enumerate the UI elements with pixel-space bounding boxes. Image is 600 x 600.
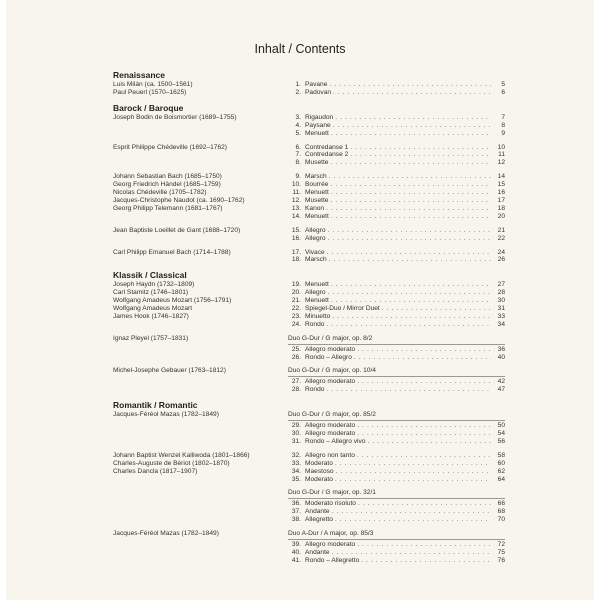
- entry-page-number: 72: [497, 540, 505, 548]
- toc-entry[interactable]: [288, 305, 505, 313]
- toc-entry[interactable]: [288, 205, 505, 213]
- toc-entry[interactable]: [288, 144, 505, 152]
- toc-group: [113, 81, 505, 97]
- section-heading: Barock / Baroque: [113, 102, 184, 113]
- entry-page-number: 8: [501, 121, 505, 129]
- entry-number: 8.: [295, 159, 301, 167]
- piece-column: [288, 367, 505, 394]
- toc-entry[interactable]: [288, 289, 505, 297]
- entry-page-number: 30: [497, 297, 505, 305]
- entry-page-number: 17: [497, 196, 505, 204]
- composer-name: Wolfgang Amadeus Mozart: [113, 305, 193, 313]
- piece-column: [288, 114, 505, 138]
- entry-title: Musette: [305, 196, 329, 204]
- entry-title: Bourrée: [305, 181, 329, 189]
- entry-number: 3.: [295, 113, 301, 121]
- toc-entry[interactable]: [288, 173, 505, 181]
- leader-dots: [357, 346, 491, 354]
- toc-entry[interactable]: [288, 430, 505, 438]
- leader-dots: [333, 89, 491, 97]
- composer-name: Jacques-Féréol Mazas (1782–1849): [113, 411, 219, 419]
- leader-dots: [326, 205, 491, 213]
- leader-dots: [333, 122, 491, 130]
- entry-page-number: 5: [501, 81, 505, 88]
- table-of-contents: [113, 70, 505, 571]
- composer-name: Wolfgang Amadeus Mozart (1756–1791): [113, 297, 232, 305]
- toc-entry[interactable]: [288, 516, 505, 524]
- leader-dots: [335, 476, 491, 484]
- divider: [288, 539, 505, 540]
- composer-name: Jean Baptiste Loeillet de Gant (1688–1720): [113, 226, 241, 234]
- piece-column: [288, 489, 505, 524]
- entry-number: 17.: [291, 248, 301, 256]
- entry-page-number: 26: [497, 256, 505, 264]
- entry-number: 22.: [291, 305, 301, 313]
- entry-title: Contredanse 2: [305, 151, 349, 159]
- entry-page-number: 64: [497, 475, 505, 483]
- entry-number: 14.: [291, 212, 301, 220]
- toc-entry[interactable]: [288, 476, 505, 484]
- entry-page-number: 42: [497, 378, 505, 386]
- toc-entry[interactable]: [288, 249, 505, 257]
- entry-title: Allegro: [305, 289, 326, 297]
- entry-page-number: 12: [497, 159, 505, 167]
- entry-page-number: 56: [497, 437, 505, 445]
- entry-number: 40.: [291, 548, 301, 556]
- entry-page-number: 22: [497, 234, 505, 242]
- toc-entry[interactable]: [288, 354, 505, 362]
- leader-dots: [350, 151, 491, 159]
- entry-page-number: 58: [497, 451, 505, 459]
- entry-page-number: 47: [497, 386, 505, 394]
- entry-title: Rondo – Allegro: [305, 353, 352, 361]
- composer-column: [113, 367, 288, 394]
- entry-title: Spiegel-Duo / Mirror Duet: [305, 305, 380, 313]
- entry-number: 35.: [291, 475, 301, 483]
- entry-title: Menuett: [305, 212, 329, 220]
- entry-number: 39.: [291, 540, 301, 548]
- composer-name: James Hook (1746–1827): [113, 312, 189, 320]
- entry-number: 25.: [291, 345, 301, 353]
- toc-group: [113, 335, 505, 362]
- divider: [288, 420, 505, 421]
- toc-entry[interactable]: [288, 122, 505, 130]
- entry-page-number: 20: [497, 212, 505, 220]
- entry-page-number: 18: [497, 204, 505, 212]
- toc-group: [113, 249, 505, 265]
- entry-title: Moderato risoluto: [305, 500, 356, 508]
- leader-dots: [357, 422, 491, 430]
- entry-page-number: 6: [501, 88, 505, 96]
- entry-number: 9.: [295, 173, 301, 181]
- composer-name: Esprit Philippe Chédeville (1692–1762): [113, 143, 227, 151]
- leader-dots: [328, 289, 491, 297]
- entry-page-number: 70: [497, 516, 505, 524]
- toc-entry[interactable]: [288, 549, 505, 557]
- piece-column: [288, 281, 505, 328]
- composer-name: Ignaz Pleyel (1757–1831): [113, 334, 189, 342]
- composer-column: [113, 81, 288, 97]
- toc-entry[interactable]: [288, 557, 505, 565]
- leader-dots: [357, 430, 491, 438]
- entry-number: 41.: [291, 556, 301, 564]
- leader-dots: [332, 508, 491, 516]
- piece-column: [288, 81, 505, 97]
- leader-dots: [382, 305, 491, 313]
- toc-entry[interactable]: [288, 151, 505, 159]
- entry-number: 20.: [291, 289, 301, 297]
- toc-group: [113, 173, 505, 220]
- toc-entry[interactable]: [288, 256, 505, 264]
- composer-name: Nicolas Chédeville (1705–1782): [113, 189, 207, 197]
- composer-column: [113, 411, 288, 446]
- composer-name: Charles Dancla (1817–1907): [113, 467, 198, 475]
- entry-page-number: 40: [497, 353, 505, 361]
- toc-group: [113, 367, 505, 394]
- leader-dots: [326, 386, 491, 394]
- entry-number: 15.: [291, 226, 301, 234]
- entry-title: Rondo – Allegro vivo: [305, 437, 366, 445]
- entry-title: Musette: [305, 159, 329, 167]
- entry-title: Padovan: [305, 88, 332, 96]
- duo-subheading: Duo G-Dur / G major, op. 8/2: [288, 334, 373, 342]
- entry-title: Moderato: [305, 459, 333, 467]
- entry-title: Andante: [305, 548, 330, 556]
- toc-entry[interactable]: [288, 114, 505, 122]
- entry-title: Moderato: [305, 475, 333, 483]
- composer-name: Michel-Josephe Gebauer (1763–1812): [113, 367, 226, 375]
- composer-name: Charles-Auguste de Bériot (1802–1870): [113, 459, 230, 467]
- entry-title: Allegro: [305, 226, 326, 234]
- entry-page-number: 50: [497, 422, 505, 430]
- entry-number: 4.: [295, 121, 301, 129]
- composer-column: [113, 530, 288, 565]
- toc-entry[interactable]: [288, 346, 505, 354]
- leader-dots: [331, 281, 491, 289]
- toc-entry[interactable]: [288, 321, 505, 329]
- composer-column: [113, 281, 288, 328]
- entry-page-number: 16: [497, 189, 505, 197]
- piece-column: [288, 335, 505, 362]
- toc-entry[interactable]: [288, 438, 505, 446]
- entry-title: Allegro: [305, 234, 326, 242]
- entry-title: Rondo: [305, 320, 325, 328]
- piece-column: [288, 227, 505, 243]
- leader-dots: [329, 256, 491, 264]
- entry-number: 31.: [291, 437, 301, 445]
- entry-page-number: 10: [497, 143, 505, 151]
- composer-name: Joseph Haydn (1732–1809): [113, 281, 195, 289]
- toc-group: [113, 227, 505, 243]
- piece-column: [288, 452, 505, 484]
- entry-page-number: 15: [497, 181, 505, 189]
- leader-dots: [357, 452, 491, 460]
- toc-entry[interactable]: [288, 89, 505, 97]
- divider: [288, 498, 505, 499]
- composer-name: Georg Philipp Telemann (1681–1767): [113, 204, 223, 212]
- entry-number: 7.: [295, 151, 301, 159]
- entry-title: Allegro non tanto: [305, 451, 355, 459]
- duo-subheading: Duo G-Dur / G major, op. 32/1: [288, 489, 376, 497]
- composer-name: Johann Sebastian Bach (1685–1750): [113, 173, 222, 181]
- composer-name: Johann Baptist Wenzel Kalliwoda (1801–1866): [113, 451, 250, 459]
- toc-entry[interactable]: [288, 541, 505, 549]
- leader-dots: [327, 249, 491, 257]
- toc-entry[interactable]: [288, 235, 505, 243]
- entry-number: 24.: [291, 320, 301, 328]
- entry-number: 1.: [295, 81, 301, 88]
- entry-title: Allegro moderato: [305, 345, 356, 353]
- entry-title: Rondo: [305, 386, 325, 394]
- entry-title: Allegro moderato: [305, 430, 356, 437]
- entry-title: Allegro moderato: [305, 422, 356, 430]
- entry-title: Allegro moderato: [305, 540, 356, 548]
- entry-title: Andante: [305, 508, 330, 516]
- toc-entry[interactable]: [288, 378, 505, 386]
- leader-dots: [335, 460, 491, 468]
- entry-number: 27.: [291, 378, 301, 386]
- entry-title: Contredanse 1: [305, 143, 349, 151]
- entry-page-number: 75: [497, 548, 505, 556]
- entry-number: 13.: [291, 204, 301, 212]
- leader-dots: [330, 197, 491, 205]
- entry-number: 5.: [295, 129, 301, 137]
- toc-entry[interactable]: [288, 81, 505, 89]
- composer-column: [113, 173, 288, 220]
- entry-title: Menuett: [305, 189, 329, 197]
- toc-entry[interactable]: [288, 422, 505, 430]
- leader-dots: [354, 354, 491, 362]
- composer-column: [113, 144, 288, 168]
- toc-entry[interactable]: [288, 500, 505, 508]
- composer-column: [113, 114, 288, 138]
- entry-title: Menuett: [305, 297, 329, 305]
- entry-title: Marsch: [305, 256, 327, 264]
- leader-dots: [336, 468, 491, 476]
- leader-dots: [358, 500, 491, 508]
- leader-dots: [331, 189, 491, 197]
- entry-number: 6.: [295, 143, 301, 151]
- leader-dots: [329, 173, 491, 181]
- toc-entry[interactable]: [288, 468, 505, 476]
- leader-dots: [330, 159, 491, 167]
- entry-page-number: 54: [497, 430, 505, 437]
- leader-dots: [335, 114, 491, 122]
- composer-column: [113, 452, 288, 484]
- duo-subheading: Duo G-Dur / G major, op. 85/2: [288, 411, 376, 419]
- entry-number: 29.: [291, 422, 301, 430]
- entry-page-number: 68: [497, 508, 505, 516]
- toc-group: [113, 114, 505, 138]
- leader-dots: [326, 321, 491, 329]
- toc-entry[interactable]: [288, 130, 505, 138]
- entry-number: 33.: [291, 459, 301, 467]
- composer-name: Georg Friedrich Händel (1685–1759): [113, 181, 221, 189]
- leader-dots: [367, 438, 491, 446]
- entry-page-number: 36: [497, 345, 505, 353]
- duo-subheading: Duo A-Dur / A major, op. 85/3: [288, 530, 374, 538]
- entry-number: 11.: [292, 189, 301, 197]
- divider: [288, 376, 505, 377]
- entry-page-number: 14: [497, 173, 505, 181]
- leader-dots: [328, 235, 491, 243]
- toc-entry[interactable]: [288, 386, 505, 394]
- leader-dots: [332, 549, 491, 557]
- leader-dots: [361, 557, 491, 565]
- entry-title: Vivace: [305, 248, 325, 256]
- entry-title: Rondo – Allegretto: [305, 556, 360, 564]
- entry-title: Paysane: [305, 121, 331, 129]
- entry-title: Allegretto: [305, 516, 333, 524]
- entry-number: 34.: [291, 467, 301, 475]
- toc-entry[interactable]: [288, 281, 505, 289]
- entry-page-number: 60: [497, 459, 505, 467]
- composer-column: [113, 489, 288, 524]
- composer-name: Carl Philipp Emanuel Bach (1714–1788): [113, 248, 231, 256]
- toc-entry[interactable]: [288, 159, 505, 167]
- leader-dots: [350, 144, 491, 152]
- entry-page-number: 76: [497, 556, 505, 564]
- entry-page-number: 66: [497, 500, 505, 508]
- composer-name: Jacques-Féréol Mazas (1782–1849): [113, 530, 219, 538]
- entry-title: Maestoso: [305, 467, 334, 475]
- section-heading: Romantik / Romantic: [113, 400, 198, 411]
- piece-column: [288, 530, 505, 565]
- entry-page-number: 28: [497, 289, 505, 297]
- duo-subheading: Duo G-Dur / G major, op. 10/4: [288, 367, 376, 375]
- toc-entry[interactable]: [288, 297, 505, 305]
- piece-column: [288, 411, 505, 446]
- toc-entry[interactable]: [288, 313, 505, 321]
- entry-number: 19.: [291, 281, 301, 289]
- leader-dots: [357, 378, 491, 386]
- leader-dots: [335, 516, 491, 524]
- entry-page-number: 24: [497, 248, 505, 256]
- entry-page-number: 34: [497, 320, 505, 328]
- entry-number: 18.: [291, 256, 301, 264]
- toc-group: [113, 411, 505, 446]
- composer-column: [113, 335, 288, 362]
- leader-dots: [328, 227, 491, 235]
- entry-page-number: 7: [501, 113, 505, 121]
- entry-page-number: 27: [497, 281, 505, 289]
- composer-column: [113, 249, 288, 265]
- entry-number: 10.: [291, 181, 301, 189]
- entry-number: 26.: [291, 353, 301, 361]
- toc-entry[interactable]: [288, 189, 505, 197]
- entry-page-number: 11: [498, 151, 505, 159]
- leader-dots: [329, 81, 491, 89]
- page-title: Inhalt / Contents: [254, 42, 346, 56]
- entry-number: 32.: [291, 451, 301, 459]
- composer-column: [113, 227, 288, 243]
- leader-dots: [357, 541, 491, 549]
- entry-title: Rigaudon: [305, 113, 334, 121]
- toc-group: [113, 144, 505, 168]
- piece-column: [288, 173, 505, 220]
- entry-number: 2.: [295, 88, 301, 96]
- entry-number: 38.: [291, 516, 301, 524]
- toc-entry[interactable]: [288, 508, 505, 516]
- toc-group: [113, 452, 505, 484]
- entry-number: 12.: [291, 196, 301, 204]
- toc-group: [113, 281, 505, 328]
- entry-title: Allegro moderato: [305, 378, 356, 386]
- divider: [288, 344, 505, 345]
- entry-number: 28.: [291, 386, 301, 394]
- entry-page-number: 31: [497, 305, 505, 313]
- entry-number: 30.: [291, 430, 301, 437]
- entry-page-number: 21: [497, 226, 505, 234]
- toc-entry[interactable]: [288, 452, 505, 460]
- toc-entry[interactable]: [288, 197, 505, 205]
- entry-number: 36.: [291, 500, 301, 508]
- section-heading: Klassik / Classical: [113, 270, 187, 281]
- leader-dots: [330, 181, 491, 189]
- leader-dots: [331, 130, 491, 138]
- entry-title: Pavane: [305, 81, 328, 88]
- toc-entry[interactable]: [288, 227, 505, 235]
- entry-title: Marsch: [305, 173, 327, 181]
- toc-group: [113, 530, 505, 565]
- entry-title: Kanon: [305, 204, 325, 212]
- entry-number: 16.: [291, 234, 301, 242]
- toc-entry[interactable]: [288, 460, 505, 468]
- entry-title: Menuett: [305, 281, 329, 289]
- leader-dots: [331, 213, 491, 221]
- leader-dots: [332, 313, 491, 321]
- composer-name: Luis Milán (ca. 1500–1561): [113, 81, 193, 88]
- composer-name: Paul Peuerl (1570–1625): [113, 88, 187, 96]
- entry-title: Menuett: [305, 129, 329, 137]
- toc-entry[interactable]: [288, 181, 505, 189]
- toc-group: [113, 489, 505, 524]
- section-heading: Renaissance: [113, 70, 165, 80]
- composer-name: Joseph Bodin de Boismortier (1689–1755): [113, 113, 237, 121]
- toc-entry[interactable]: [288, 213, 505, 221]
- piece-column: [288, 249, 505, 265]
- composer-name: Carl Stamitz (1746–1801): [113, 289, 189, 297]
- entry-title: Minuetto: [305, 312, 331, 320]
- entry-page-number: 9: [501, 129, 505, 137]
- piece-column: [288, 144, 505, 168]
- entry-page-number: 62: [497, 467, 505, 475]
- entry-page-number: 33: [497, 312, 505, 320]
- entry-number: 37.: [291, 508, 301, 516]
- entry-number: 23.: [291, 312, 301, 320]
- entry-number: 21.: [291, 297, 301, 305]
- composer-name: Jacques-Christophe Naudot (ca. 1690–1762): [113, 196, 245, 204]
- leader-dots: [331, 297, 491, 305]
